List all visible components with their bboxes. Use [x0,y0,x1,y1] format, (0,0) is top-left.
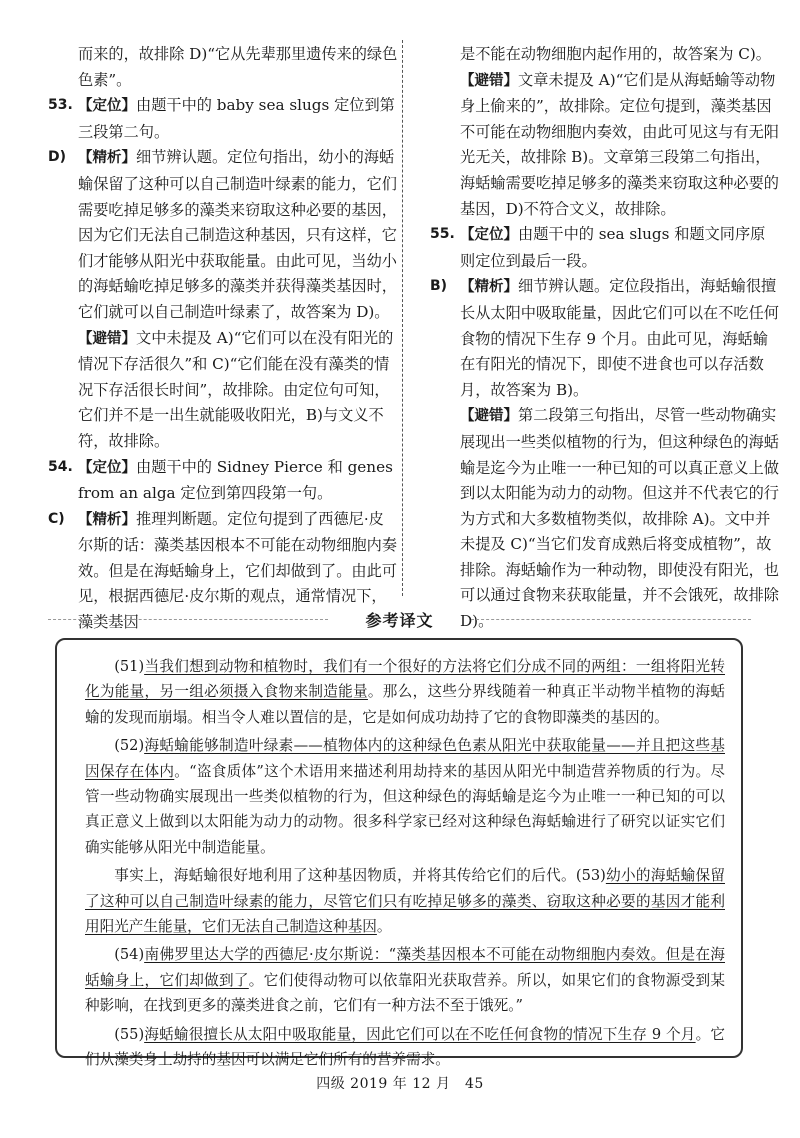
analysis-tag: 【精析】 [78,511,136,528]
error-tag: 【避错】 [78,330,136,347]
translation-box [55,638,743,1069]
locate-tag: 【定位】 [460,227,518,244]
left-column [48,42,398,636]
separator-rule-right [471,619,751,620]
q54-error [430,68,780,223]
q54-locate [48,455,398,507]
translation-paragraph-52 [85,733,725,860]
q53-analysis [48,145,398,325]
answer-letter: C) [48,510,65,527]
paragraph-number: (55) [114,1025,145,1043]
locate-tag: 【定位】 [78,98,136,115]
separator-rule-left [48,619,328,620]
continued-line-1: 而来的，故排除 D)“它从先辈那里遗传来的绿色 [78,45,398,63]
analysis-text: 细节辨认题。定位句指出，幼小的海蛞蝓保留了这种可以自己制造叶绿素的能力，它们需要吃掉足够多的藻类来窃取这种必要的基因，因为它们无法自己制造这种基因，只有这样，它们才能够从阳光中获取能量。由此可见，当幼小的海蛞蝓吃掉足够多的藻类并获得藻类基因时，它们就可以自己制造叶绿素了，故答案为 D)。 [78,148,397,321]
locate-text: 由题干中的 Sidney Pierce 和 genes from an alga 定位到第四段第一句。 [78,457,393,503]
underlined-sentence: 当我们想到动物和植物时，我们有一个很好的方法将它们分成不同的两组：一组将阳光转化为能量，另一组必须摄入食物来制造能量 [85,658,725,701]
error-tag: 【避错】 [460,408,518,425]
answer-letter: D) [48,149,67,166]
analysis-text: 细节辨认题。定位段指出，海蛞蝓很擅长从太阳中吸取能量，因此它们可以在不吃任何食物的情况下生存 9 个月。由此可见，海蛞蝓在有阳光的情况下，即使不进食也可以存活数月，故答案为 B)。 [460,277,779,399]
translation-paragraph-54 [85,942,725,1018]
continued-text: 是不能在动物细胞内起作用的，故答案为 C)。 [460,45,771,63]
q53-locate [48,93,398,145]
analysis-tag: 【精析】 [78,150,136,167]
analysis-tag: 【精析】 [460,279,518,296]
section-separator [48,608,751,632]
question-number: 54. [48,458,73,475]
locate-text: 由题干中的 sea slugs 和题文同序原则定位到最后一段。 [460,225,766,270]
question-number: 53. [48,97,73,114]
error-text: 文中未提及 A)“它们可以在没有阳光的情况下存活很久”和 C)“它们能在没有藻类的情况下存活很长时间”，故排除。由定位句可知，它们并不是一出生就能吸收阳光，B)与文义不符，故排除。 [78,328,394,450]
translation-paragraph-51 [85,654,725,730]
translation-paragraph-55 [85,1022,725,1073]
paragraph-text: 。“盗食质体”这个术语用来描述利用劫持来的基因从阳光中制造营养物质的行为。尽管一些动物确实展现出一些类似植物的行为，但这种绿色的海蛞蝓是迄今为止唯一一种已知的可以真正意义上做到以太阳能为动力的动物。很多科学家已经对这种绿色海蛞蝓进行了研究以证实它们确实能够从阳光中制造能量。 [85,762,725,856]
q55-analysis [430,274,780,403]
paragraph-text: 。它们从藻类身上劫持的基因可以满足它们所有的营养需求。 [85,1025,725,1069]
underlined-sentence: 海蛞蝓能够制造叶绿素——植物体内的这种绿色色素从阳光中获取能量——并且把这些基因保存在体内 [85,737,725,780]
error-text: 文章未提及 A)“它们是从海蛞蝓等动物身上偷来的”，故排除。定位句提到，藻类基因不可能在动物细胞内奏效，由此可见这与有无阳光无关，故排除 B)。文章第三段第二句指出，海蛞蝓需要吃掉足够多的藻类来窃取这种必要的基因，D)不符合文义，故排除。 [460,70,779,218]
q55-locate [430,222,780,274]
right-column [430,42,780,635]
analysis-text: 推理判断题。定位句提到了西德尼·皮尔斯的话：藻类基因根本不可能在动物细胞内奏效。但是在海蛞蝓身上，它们却做到了。由此可见，根据西德尼·皮尔斯的观点，通常情况下，藻类基因 [78,509,397,632]
locate-text: 由题干中的 baby sea slugs 定位到第三段第二句。 [78,96,395,141]
paragraph-number: (52) [114,737,145,755]
paragraph-number: (51) [114,658,145,675]
answer-letter: B) [430,278,448,295]
continued-line-2: 色素”。 [78,70,132,89]
locate-tag: 【定位】 [78,459,136,476]
underlined-sentence: 幼小的海蛞蝓保留了这种可以自己制造叶绿素的能力，尽管它们只有吃掉足够多的藻类、窃取这种必要的基因才能利用阳光产生能量，它们无法自己制造这种基因 [85,867,725,936]
underlined-sentence: 南佛罗里达大学的西德尼·皮尔斯说：“藻类基因根本不可能在动物细胞内奏效。但是在海蛞蝓身上，它们却做到了 [85,946,725,989]
question-number: 55. [430,226,455,243]
paragraph-text: 事实上，海蛞蝓很好地利用了这种基因物质，并将其传给它们的后代。(53) [114,867,606,885]
q53-error [48,326,398,455]
translation-paragraph-53 [85,863,725,939]
underlined-sentence: 海蛞蝓很擅长从太阳中吸取能量，因此它们可以在不吃任何食物的情况下生存 9 个月 [144,1025,696,1043]
q55-error [430,403,780,634]
error-tag: 【避错】 [460,72,518,89]
paragraph-number: (54) [114,946,145,964]
section-title: 参考译文 [365,611,434,630]
page-footer: 四级 2019 年 12 月 45 [316,1076,484,1092]
continued-text [48,42,398,93]
paragraph-text: 。它们使得动物可以依靠阳光获取营养。所以，如果它们的食物源受到某种影响，在找到更多的藻类进食之前，它们有一种方法不至于饿死。” [85,971,725,1015]
paragraph-text: 。 [376,918,392,936]
error-text: 第二段第三句指出，尽管一些动物确实展现出一些类似植物的行为，但这种绿色的海蛞蝓是迄今为止唯一一种已知的可以真正意义上做到以太阳能为动力的动物。但这并不代表它的行为方式和大多数植物类似，故排除 A)。文中并未提及 C)“当它们发育成熟后将变成植物”，故排除。海蛞蝓作为一种动物，即使没有阳光，也可以通过食物来获取能量，并不会饿死，故排除 D)。 [460,406,779,631]
paragraph-text: 。那么，这些分界线随着一种真正半动物半植物的海蛞蝓的发现而崩塌。相当令人难以置信的是，它是如何成功劫持了它的食物即藻类的基因的。 [85,683,725,726]
column-divider [402,40,403,596]
